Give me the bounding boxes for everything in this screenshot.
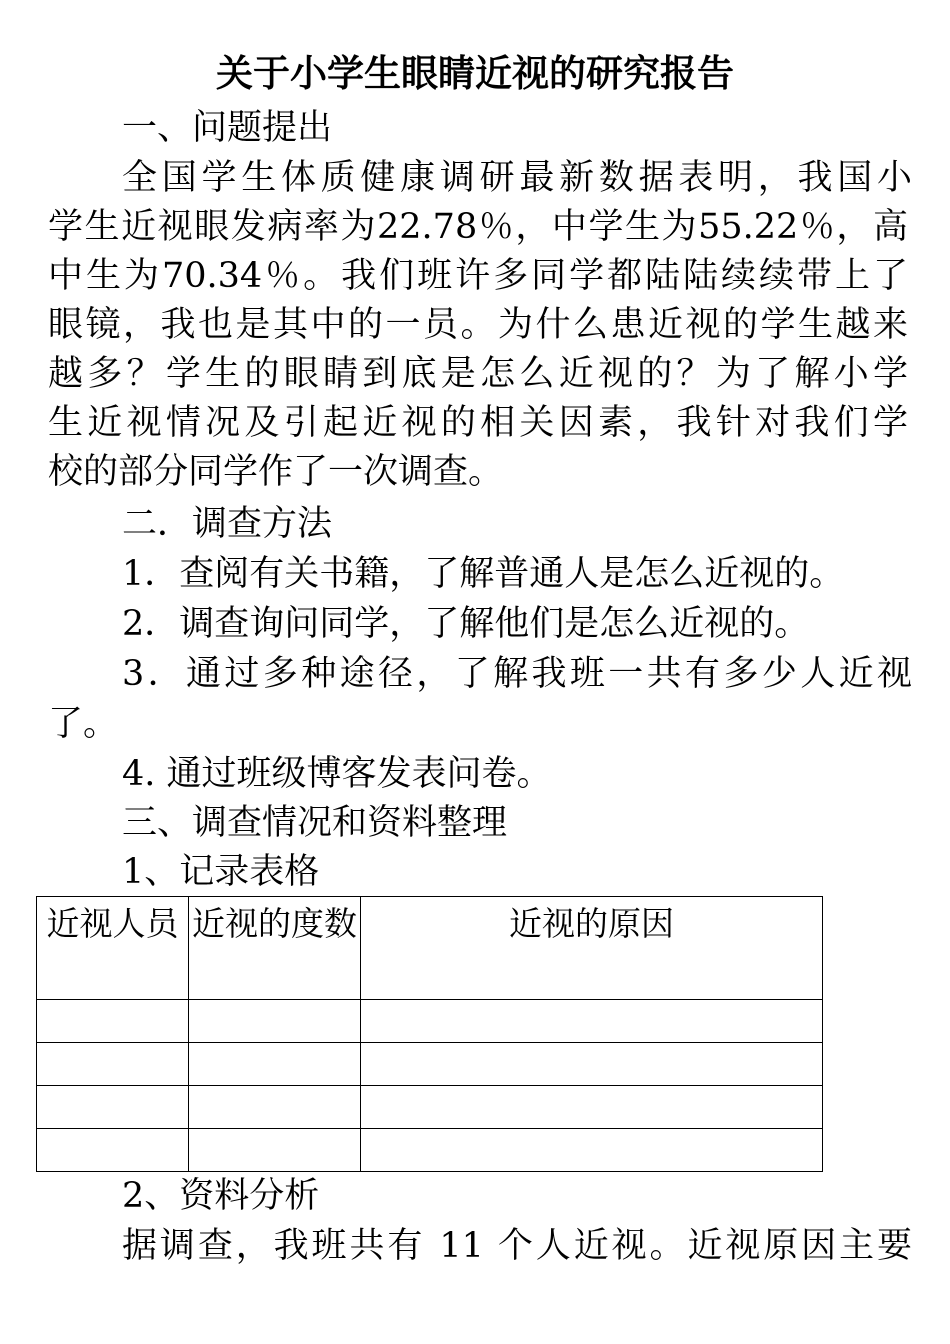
table-cell — [189, 1129, 361, 1172]
record-table — [36, 896, 823, 1172]
subheading-record-table: 1、记录表格 — [122, 852, 320, 892]
table-header-cell: 近视的度数 — [189, 897, 361, 1000]
method-item: 3．通过多种途径，了解我班一共有多少人近视 — [122, 654, 912, 694]
table-cell — [189, 1086, 361, 1129]
table-header-row — [37, 897, 823, 1000]
table-row — [37, 1129, 823, 1172]
method-item: 4. 通过班级博客发表问卷。 — [122, 754, 552, 794]
table-cell — [189, 1000, 361, 1043]
paragraph-line: 校的部分同学作了一次调查。 — [48, 452, 504, 492]
method-item-continuation: 了。 — [48, 704, 119, 744]
table-row — [37, 1043, 823, 1086]
paragraph-line: 中生为70.34％。我们班许多同学都陆陆续续带上了 — [48, 256, 908, 296]
table-cell — [361, 1129, 823, 1172]
table-cell — [37, 1000, 189, 1043]
paragraph-line: 全国学生体质健康调研最新数据表明，我国小 — [122, 158, 912, 198]
table-row — [37, 1086, 823, 1129]
paragraph-line: 眼镜，我也是其中的一员。为什么患近视的学生越来 — [48, 305, 908, 345]
paragraph-line: 学生近视眼发病率为22.78％，中学生为55.22％，高 — [48, 207, 908, 247]
page-title: 关于小学生眼睛近视的研究报告 — [216, 52, 734, 95]
section-heading-problem: 一、问题提出 — [122, 108, 333, 148]
method-item: 2．调查询问同学，了解他们是怎么近视的。 — [122, 604, 810, 644]
subheading-analysis: 2、资料分析 — [122, 1176, 320, 1216]
table-cell — [37, 1043, 189, 1086]
table-cell — [361, 1086, 823, 1129]
section-heading-survey: 三、调查情况和资料整理 — [122, 803, 508, 843]
table-row — [37, 1000, 823, 1043]
table-cell — [189, 1043, 361, 1086]
table-cell — [37, 1086, 189, 1129]
section-heading-method: 二．调查方法 — [122, 504, 333, 544]
paragraph-line: 生近视情况及引起近视的相关因素，我针对我们学 — [48, 403, 908, 443]
table-cell — [361, 1000, 823, 1043]
analysis-line: 据调查，我班共有 11 个人近视。近视原因主要 — [122, 1226, 912, 1266]
table-cell — [37, 1129, 189, 1172]
method-item: 1．查阅有关书籍，了解普通人是怎么近视的。 — [122, 554, 845, 594]
table-header-cell: 近视人员 — [37, 897, 189, 1000]
table-cell — [361, 1043, 823, 1086]
paragraph-line: 越多？学生的眼睛到底是怎么近视的？为了解小学 — [48, 354, 908, 394]
table-header-cell: 近视的原因 — [361, 897, 823, 1000]
